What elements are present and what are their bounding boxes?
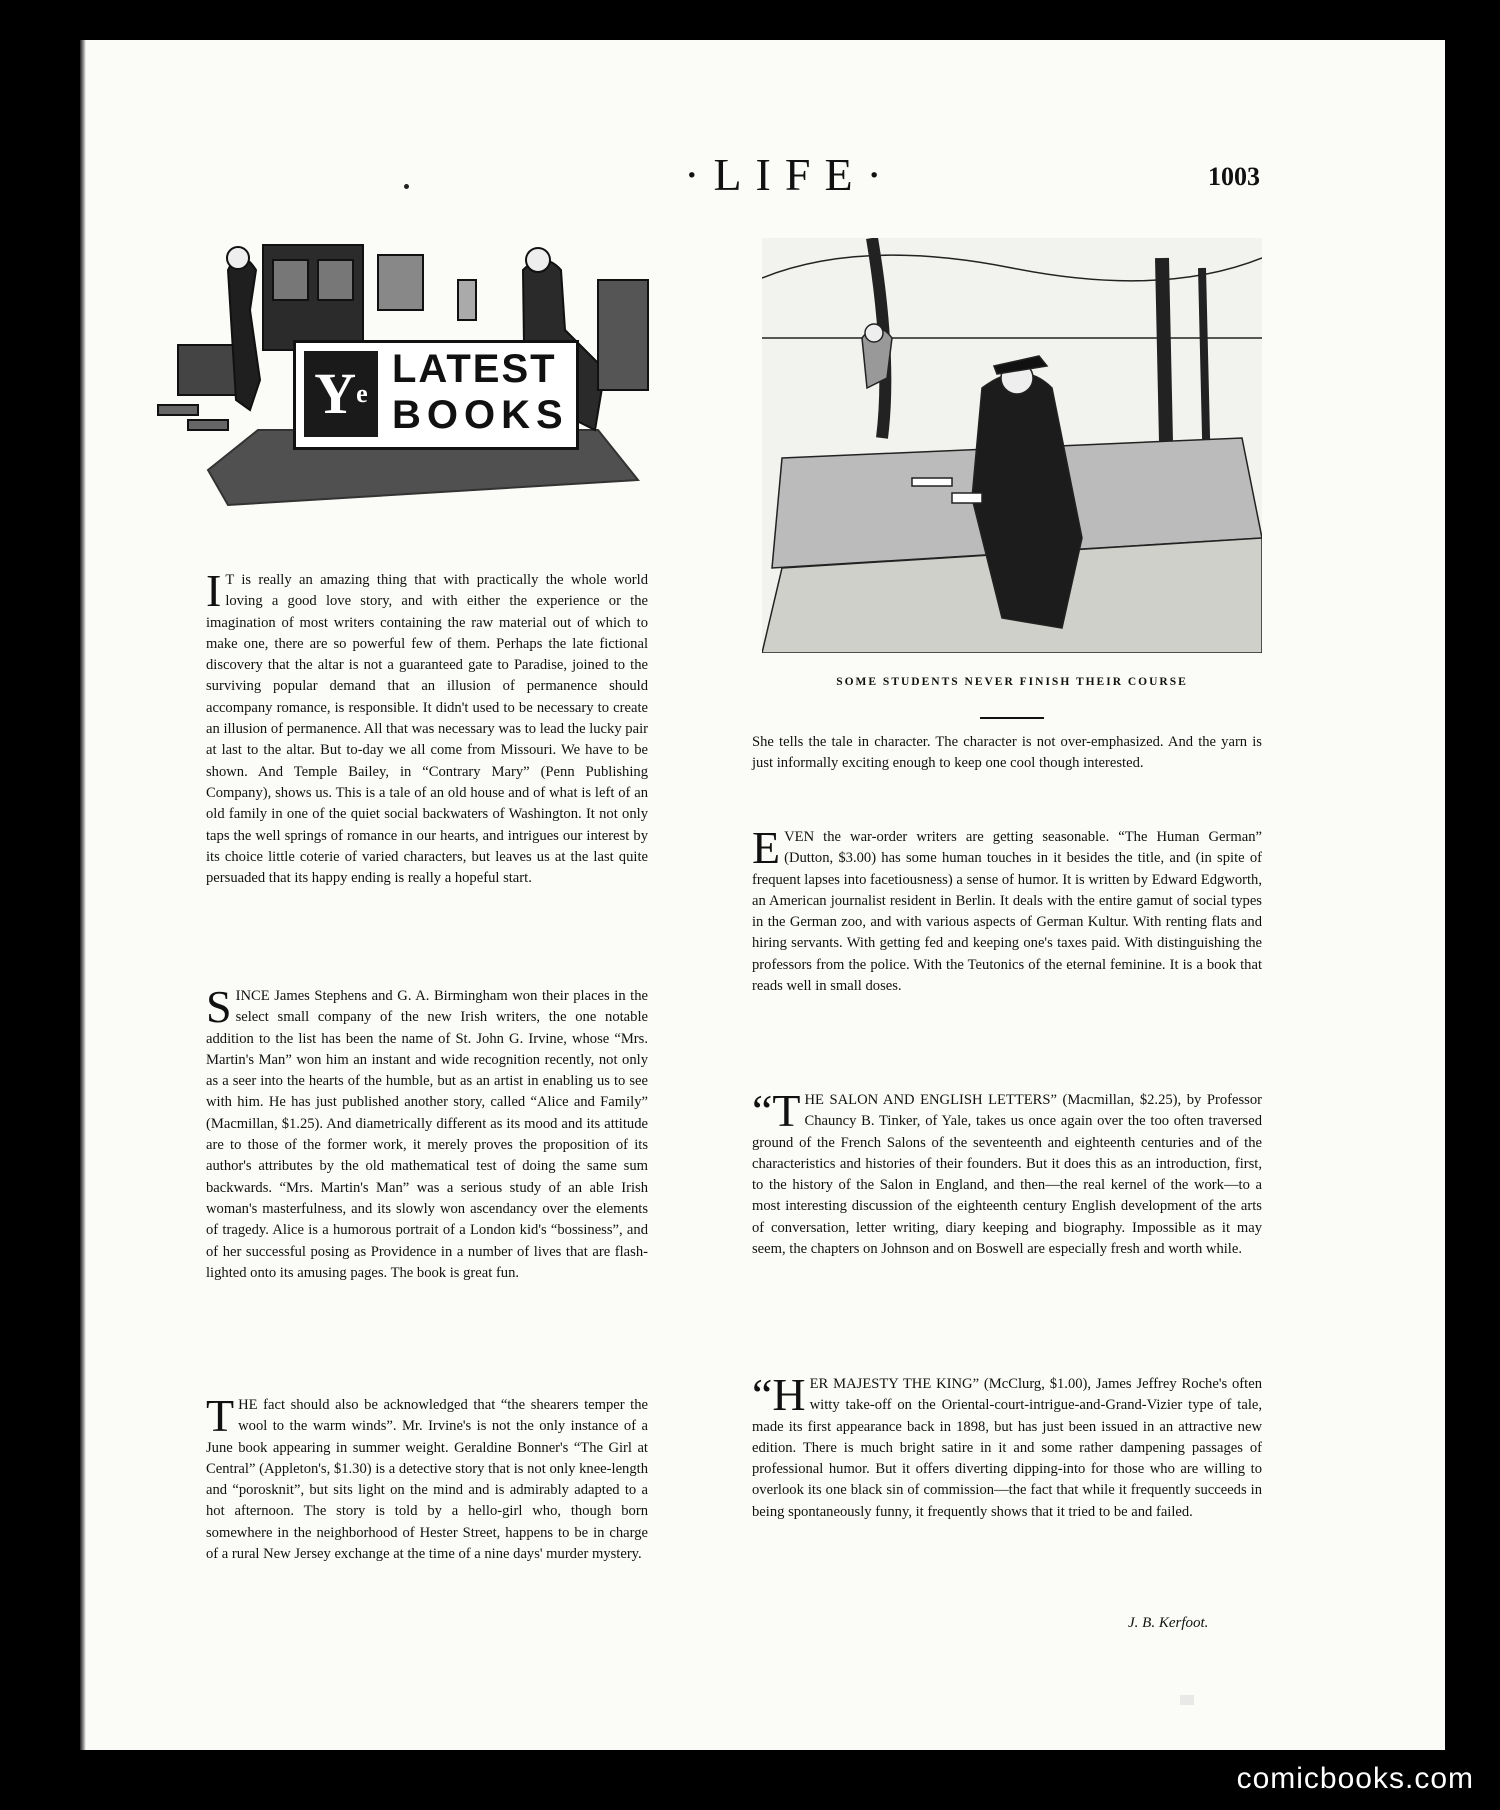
review-her-majesty-the-king <box>752 1369 1262 1523</box>
cartoon-caption: SOME STUDENTS NEVER FINISH THEIR COURSE <box>836 676 1188 688</box>
review-text: HE fact should also be acknowledged that “the shearers temper the wool to the warm winds”. Mr. Irvine's is not the only instance of a June book appearing in summer weight. Geraldine Bonner's “The Girl at Central” (Appleton's, $1.30) is a detective story that is not only knee-length and “porosknit”, but sits light on the mind and is admirably adapted to a hot afternoon. The story is told by a hello-girl who, though born somewhere in the neighborhood of Hester Street, happens to be in charge of a rural New Jersey exchange at the time of a nine days' murder mystery. <box>206 1397 648 1563</box>
dropcap: I <box>206 565 222 616</box>
review-human-german <box>752 822 1262 997</box>
review-text: HE SALON AND ENGLISH LETTERS” (Macmillan, $2.25), by Professor Chauncy B. Tinker, of Yale, takes us once again over the too often traversed ground of the French Salons of the seventeenth and eighteenth centuries and of the characteristics and histories of their founders. But it does this as an introduction, first, to the history of the Salon in England, and then—the real kernel of the work—to a most interesting discussion of the eighteenth century English development of the arts of conversation, letter writing, diary keeping and biography. Impossible as it may seem, the chapters on Johnson and on Boswell are especially fresh and worth while. <box>752 1092 1262 1258</box>
page-gutter <box>80 40 86 1750</box>
dropcap: “H <box>752 1369 806 1420</box>
dropcap: “T <box>752 1085 801 1136</box>
title-latest: LATEST <box>392 347 557 391</box>
magazine-page <box>80 40 1445 1750</box>
review-text: VEN the war-order writers are getting seasonable. “The Human German” (Dutton, $3.00) has some human touches in it besides the title, and (in spite of frequent lapses into facetiousness) a sense of humor. It is written by Edward Edgworth, an American journalist resident in Berlin. It deals with the entire gamut of social types in the German zoo, and with various aspects of German Kultur. With renting flats and hiring servants. With getting fed and keeping one's taxes paid. With distinguishing the professors from the police. With the Teutonics of the eternal feminine. It is a book that reads well in small doses. <box>752 829 1262 995</box>
ornament-dot <box>404 184 409 189</box>
review-continuation <box>752 732 1262 775</box>
review-contrary-mary <box>206 565 648 889</box>
students-cartoon-illustration <box>762 238 1262 653</box>
review-text: INCE James Stephens and G. A. Birmingham won their places in the select small company of the new Irish writers, the one notable addition to the list has been the name of St. John G. Irvine, whose “Mrs. Martin's Man” won him an instant and wide recognition recently, not only as a seer into the hearts of the humble, but as an artist in enabling us to see with him. He has just published another story, called “Alice and Family” (Macmillan, $1.25). And diametrically different as its mood and its attitude are to those of the former work, it merely proves the proposition of its author's attributes by the old mathematical test of doing the same sum backwards. “Mrs. Martin's Man” was a serious study of an able Irish woman's masterfulness, and its slowly won ascendancy over the elements of tragedy. Alice is a humorous portrait of a London kid's “bossiness”, and of her successful posing as Providence in a number of lives that are flash-lighted onto its amusing pages. The book is great fun. <box>206 988 648 1281</box>
latest-books-title-box <box>293 340 579 450</box>
review-alice-and-family <box>206 981 648 1284</box>
scan-smudge <box>1180 1695 1194 1705</box>
page-number: 1003 <box>1208 162 1260 191</box>
review-girl-at-central <box>206 1390 648 1565</box>
review-text: ER MAJESTY THE KING” (McClurg, $1.00), James Jeffrey Roche's often witty take-off on the Oriental-court-intrigue-and-Grand-Vizier type of tale, made its first appearance back in 1898, but has just been issued in an attractive new edition. There is much bright satire in it and some rather dampening passages of professional humor. But it offers diverting dipping-into for those who are willing to overlook its one black sin of commission—the fact that while it frequently succeeds in being spontaneously funny, it frequently shows that it tried to be and failed. <box>752 1376 1262 1520</box>
ye-monogram: $Y^e$ <box>304 351 378 437</box>
masthead-title: ·LIFE· <box>684 149 896 200</box>
review-text: She tells the tale in character. The character is not over-emphasized. And the yarn is just informally exciting enough to keep one cool though interested. <box>752 734 1262 772</box>
section-divider <box>980 717 1044 719</box>
title-books: BOOKS <box>392 393 569 437</box>
dropcap: E <box>752 822 781 873</box>
dropcap: S <box>206 981 232 1032</box>
review-salon-english-letters <box>752 1085 1262 1260</box>
author-signature: J. B. Kerfoot. <box>1128 1615 1209 1631</box>
review-text: T is really an amazing thing that with practically the whole world loving a good love story, and with either the experience or the imagination of most writers containing the raw material out of which to make one, there are so powerful few of them. Perhaps the late fictional discovery that the altar is not a guaranteed gate to Paradise, joined to the surviving popular demand that an illusion of permanence should accompany romance, is responsible. It didn't used to be necessary to create an illusion of permanence. All that was necessary was to lead the lucky pair at last to the altar. But to-day we all come from Missouri. We have to be shown. And Temple Bailey, in “Contrary Mary” (Penn Publishing Company), shows us. This is a tale of an old house and of what is left of an old family in one of the quiet social backwaters of Washington. It not only taps the well springs of romance in our hearts, and intrigues our interest by its choice little coterie of varied characters, but leaves us at the last quite persuaded that its happy ending is really a hopeful start. <box>206 572 648 887</box>
site-watermark: comicbooks.com <box>1236 1762 1474 1795</box>
dropcap: T <box>206 1390 235 1441</box>
